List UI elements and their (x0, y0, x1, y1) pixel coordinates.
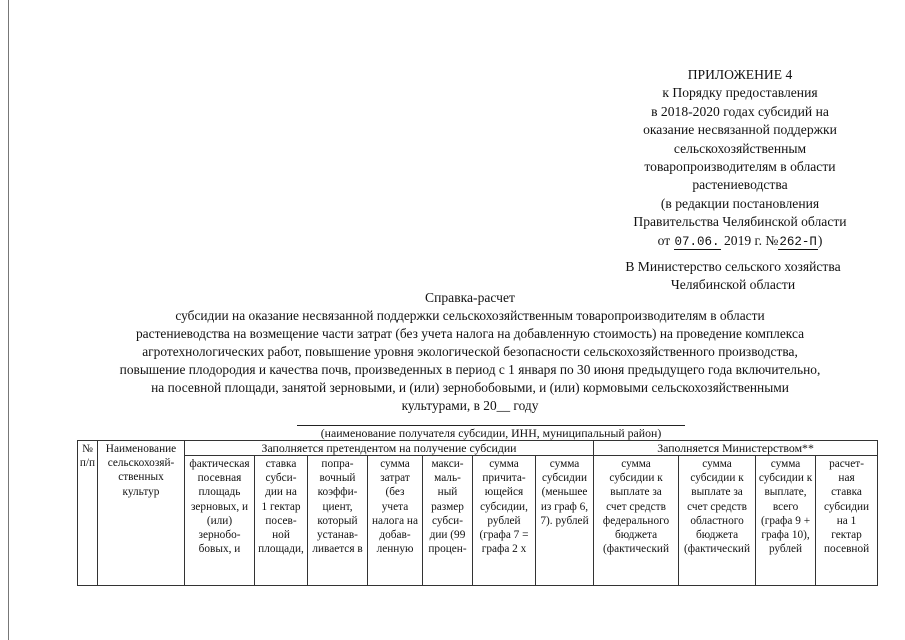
header-text: гектар (831, 529, 862, 542)
header-text: (фактический (684, 543, 751, 556)
subject-line: на посевной площади, занятой зерновыми, и (или) зернобобовыми, и (или) кормовыми сельскохозяйственными (151, 380, 789, 396)
header-text: сельскохозяй- (107, 457, 175, 470)
document-subject (60, 307, 880, 416)
subject-line: субсидии на оказание несвязанной поддержки сельскохозяйственным товаропроизводителям в области (175, 308, 765, 323)
header-text: дии на (265, 486, 297, 499)
header-text: учета (381, 500, 409, 513)
header-text: бюджета (695, 529, 739, 542)
subject-line: повышение плодородия и качества почв, произведенных в период с 1 января по 30 июня предыдущего года включительно, (119, 362, 821, 378)
appendix-line: (в редакции постановления (660, 195, 820, 211)
header-text: ставка (831, 486, 862, 499)
appendix-block (600, 66, 880, 251)
header-text: сумма (702, 458, 732, 470)
header-text: выплате за (691, 486, 743, 499)
column-header (423, 456, 473, 586)
header-text: затрат (380, 472, 410, 485)
header-crop-name (98, 441, 185, 586)
header-text: расчет- (829, 458, 864, 470)
header-text: всего (772, 500, 799, 513)
header-text: размер (431, 500, 464, 513)
header-text: рублей (768, 543, 803, 556)
header-ministry-group: Заполняется Министерством** (594, 441, 878, 456)
header-text: площади, (258, 543, 304, 556)
header-text: № (82, 443, 93, 455)
appendix-line: товаропроизводителям в области (644, 159, 836, 175)
header-text: (меньшее (541, 486, 588, 499)
header-text: культур (122, 485, 160, 498)
column-header (536, 456, 594, 586)
header-text: посев- (265, 514, 297, 527)
header-text: макси- (431, 458, 464, 470)
header-text: зерновых, и (190, 500, 249, 513)
header-text: (графа 9 + (761, 514, 811, 527)
appendix-title: ПРИЛОЖЕНИЕ 4 (687, 67, 793, 82)
appendix-line: сельскохозяйственным (673, 140, 807, 156)
header-text: (без (385, 486, 405, 499)
header-text: маль- (434, 472, 461, 485)
header-text: выплате, (764, 486, 807, 499)
column-header (185, 456, 255, 586)
header-text: ственных (118, 471, 164, 484)
header-text: субсидии к (758, 472, 813, 485)
header-text: субсидии, (480, 500, 528, 513)
date-year: 2019 г. № (723, 232, 779, 248)
recipient-caption: (наименование получателя субсидии, ИНН, муниципальный район) (320, 426, 662, 440)
appendix-line: растениеводства (692, 177, 788, 193)
column-header (816, 456, 878, 586)
header-text: (графа 7 = (479, 529, 529, 542)
column-header (473, 456, 536, 586)
header-text: Наименование (105, 443, 177, 455)
header-text: процен- (428, 543, 467, 556)
document-title: Справка-расчет (425, 290, 515, 305)
column-header (255, 456, 308, 586)
header-text: ный (437, 486, 458, 499)
header-text: субси- (265, 472, 297, 485)
header-text: субсидии к (690, 472, 744, 485)
header-text: сумма (549, 458, 580, 470)
header-text: посевная (197, 472, 242, 485)
column-header (594, 456, 679, 586)
header-text: ющейся (484, 486, 524, 499)
header-text: бюджета (614, 529, 658, 542)
appendix-line: к Порядку предоставления (662, 85, 818, 101)
header-text: федерального (602, 514, 670, 527)
header-text: ной (272, 529, 290, 542)
date-value: 07.06. (674, 234, 720, 249)
header-text: причита- (482, 472, 526, 485)
column-header (368, 456, 423, 586)
header-text: счет средств (606, 500, 666, 513)
header-text: счет средств (687, 500, 747, 513)
addressee-line: Челябинской области (670, 277, 796, 293)
header-text: сумма (770, 458, 801, 470)
header-text: сумма (621, 458, 651, 470)
resolution-number: 262-П (779, 234, 817, 249)
appendix-line: в 2018-2020 годах субсидий на (651, 103, 829, 119)
subject-line: агротехнологических работ, повышение уровня экологической безопасности сельскохозяйственного производства, (142, 344, 798, 360)
header-text: который (317, 514, 358, 527)
header-number (78, 441, 98, 586)
header-text: ная (838, 472, 855, 485)
header-text: коэффи- (317, 486, 358, 499)
header-text: графа 10), (761, 529, 810, 542)
header-text: субси- (432, 514, 463, 527)
header-text: площадь (198, 486, 241, 499)
header-text: ленную (376, 543, 414, 556)
header-text: 1 гектар (261, 500, 301, 513)
header-text: зернобо- (198, 529, 241, 542)
header-applicant-group: Заполняется претендентом на получение субсидии (185, 441, 594, 456)
header-text: циент, (322, 500, 353, 513)
header-text: на 1 (836, 514, 857, 527)
column-header (679, 456, 756, 586)
column-header (308, 456, 368, 586)
subject-line: растениеводства на возмещение части затрат (без учета налога на добавленную стоимость) на проведение комплекса (135, 326, 805, 342)
header-text: (или) (206, 514, 233, 527)
header-text: графа 2 х (481, 543, 527, 556)
header-text: субсидии (824, 500, 870, 513)
header-text: вочный (319, 472, 356, 485)
appendix-line: Правительства Челябинской области (633, 214, 847, 230)
header-text: выплате за (610, 486, 662, 499)
header-text: 7). рублей (540, 514, 589, 527)
header-text: п/п (79, 457, 96, 470)
header-text: налога на (372, 514, 418, 527)
header-text: фактическая (189, 458, 250, 470)
header-text: областного (690, 514, 744, 527)
header-text: ставка (265, 458, 297, 470)
column-header (756, 456, 816, 586)
header-text: рублей (487, 514, 521, 527)
addressee-line: В Министерство сельского хозяйства (625, 259, 841, 274)
header-text: субсидии (542, 472, 588, 485)
header-text: из граф 6, (540, 500, 589, 513)
header-text: устанав- (317, 529, 358, 542)
calculation-table (77, 440, 878, 586)
header-text: (фактический (603, 543, 670, 556)
header-text: дии (99 (429, 529, 466, 542)
header-text: бовых, и (198, 543, 241, 556)
appendix-date-line (600, 232, 880, 251)
date-suffix: ) (817, 232, 823, 248)
header-text: ливается в (312, 543, 363, 556)
subject-line: культурами, в 20__ году (401, 398, 539, 414)
header-text: сумма (380, 458, 410, 470)
header-text: попра- (321, 458, 354, 470)
date-prefix: от (657, 232, 671, 248)
appendix-line: оказание несвязанной поддержки (643, 122, 837, 138)
page-edge-line (8, 0, 9, 640)
header-text: посевной (823, 543, 870, 556)
header-text: сумма (489, 458, 519, 470)
header-text: добав- (379, 529, 411, 542)
header-text: субсидии к (609, 472, 663, 485)
